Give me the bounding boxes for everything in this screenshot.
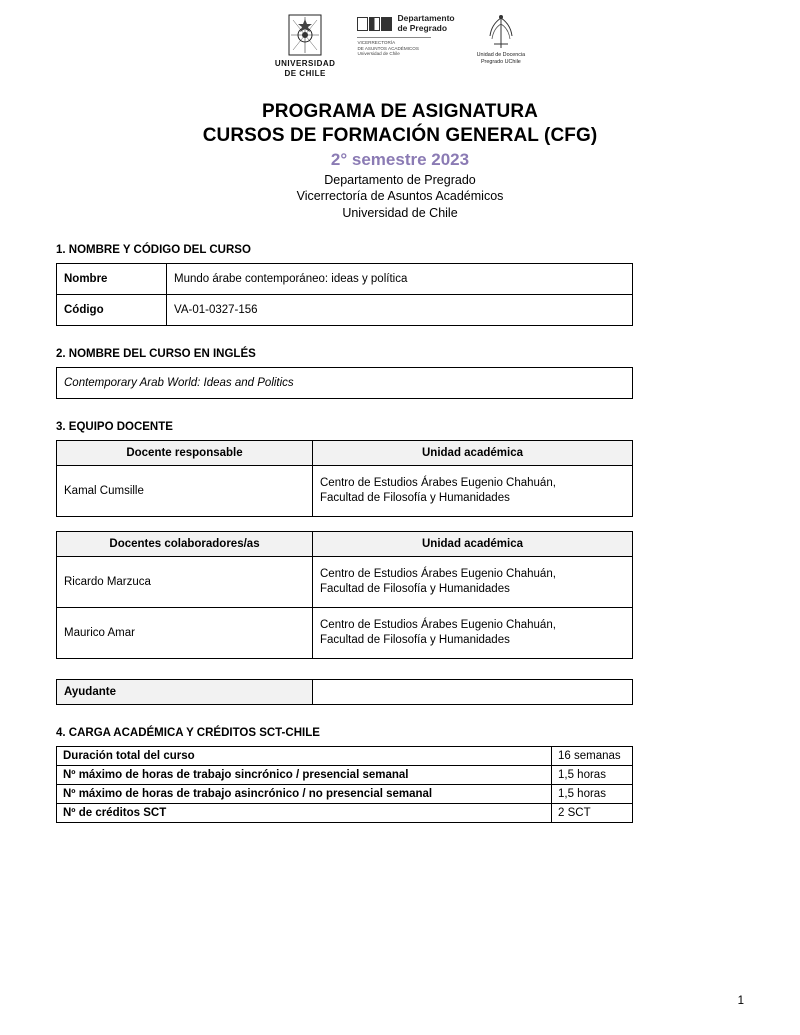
org-line-1: Departamento de Pregrado xyxy=(324,172,476,187)
table-row xyxy=(57,804,633,823)
horas-asincronico-value: 1,5 horas xyxy=(552,785,633,804)
docente-responsable-name: Kamal Cumsille xyxy=(57,466,313,517)
colaborador-unit xyxy=(313,557,633,608)
organization-block xyxy=(56,172,744,223)
uchile-crest-icon xyxy=(288,14,322,56)
duracion-label: Duración total del curso xyxy=(57,747,552,766)
section-1-heading: 1. NOMBRE Y CÓDIGO DEL CURSO xyxy=(56,244,251,257)
docente-responsable-table xyxy=(56,440,633,517)
duracion-value: 16 semanas xyxy=(552,747,633,766)
universidad-de-chile-logo xyxy=(275,14,336,79)
unidad-docencia-icon xyxy=(486,14,516,50)
pregrado-squares-icon xyxy=(357,17,393,31)
course-code-value: VA-01-0327-156 xyxy=(167,295,633,326)
org-line-3: Universidad de Chile xyxy=(342,206,458,221)
ayudante-table xyxy=(56,679,633,705)
horas-asincronico-label: Nº máximo de horas de trabajo asincrónico / no presencial semanal xyxy=(57,785,552,804)
horas-sincronico-label: Nº máximo de horas de trabajo sincrónico / presencial semanal xyxy=(57,766,552,785)
unit-line-1: Centro de Estudios Árabes Eugenio Chahuán, xyxy=(320,477,556,490)
course-code-label: Código xyxy=(57,295,167,326)
colaborador-name: Maurico Amar xyxy=(57,608,313,659)
pregrado-logo-title: Departamento de Pregrado xyxy=(397,13,455,33)
table-row xyxy=(57,557,633,608)
section-3-heading: 3. EQUIPO DOCENTE xyxy=(56,421,173,434)
docente-responsable-unit xyxy=(313,466,633,517)
course-english-name-table xyxy=(56,367,633,399)
ayudante-label: Ayudante xyxy=(57,680,313,705)
horas-sincronico-value: 1,5 horas xyxy=(552,766,633,785)
creditos-sct-value: 2 SCT xyxy=(552,804,633,823)
ayudante-value xyxy=(313,680,633,705)
departamento-de-pregrado-logo xyxy=(357,14,454,57)
section-4-heading: 4. CARGA ACADÉMICA Y CRÉDITOS SCT-CHILE xyxy=(56,727,320,740)
course-name-value: Mundo árabe contemporáneo: ideas y política xyxy=(167,264,633,295)
unit-line-2: Facultad de Filosofía y Humanidades xyxy=(320,492,510,505)
unit-line-1: Centro de Estudios Árabes Eugenio Chahuán, xyxy=(320,568,556,581)
unidad-docencia-logo-text: Unidad de Docencia Pregrado UChile xyxy=(476,52,526,66)
docente-responsable-column-header: Docente responsable xyxy=(57,441,313,466)
course-name-code-table xyxy=(56,263,633,326)
carga-academica-table xyxy=(56,746,633,823)
section-2-heading: 2. NOMBRE DEL CURSO EN INGLÉS xyxy=(56,348,256,361)
pregrado-logo-subtitle: VICERRECTORÍA DE ASUNTOS ACADÉMICOS Universidad de Chile xyxy=(357,37,431,58)
table-header-row xyxy=(57,441,633,466)
page-number: 1 xyxy=(737,995,744,1007)
table-spacer xyxy=(56,517,744,531)
unit-line-1: Centro de Estudios Árabes Eugenio Chahuán, xyxy=(320,619,556,632)
course-english-name-value: Contemporary Arab World: Ideas and Politics xyxy=(57,368,633,399)
course-name-label: Nombre xyxy=(57,264,167,295)
unidad-de-docencia-logo xyxy=(477,14,526,66)
table-row xyxy=(57,264,633,295)
creditos-sct-label: Nº de créditos SCT xyxy=(57,804,552,823)
header-logos xyxy=(56,14,744,86)
unidad-academica-column-header: Unidad académica xyxy=(313,532,633,557)
colaborador-unit xyxy=(313,608,633,659)
unit-line-2: Facultad de Filosofía y Humanidades xyxy=(320,583,510,596)
semester-label: 2° semestre 2023 xyxy=(330,149,470,169)
table-row xyxy=(57,680,633,705)
table-row xyxy=(57,785,633,804)
page-title-line1: PROGRAMA DE ASIGNATURA xyxy=(262,101,538,122)
docentes-colaboradores-column-header: Docentes colaboradores/as xyxy=(57,532,313,557)
table-row xyxy=(57,295,633,326)
org-line-2: Vicerrectoría de Asuntos Académicos xyxy=(296,189,504,204)
table-row xyxy=(57,466,633,517)
table-header-row xyxy=(57,532,633,557)
table-row xyxy=(57,368,633,399)
colaborador-name: Ricardo Marzuca xyxy=(57,557,313,608)
docentes-colaboradores-table xyxy=(56,531,633,659)
unidad-academica-column-header: Unidad académica xyxy=(313,441,633,466)
page-title-line2: CURSOS DE FORMACIÓN GENERAL (CFG) xyxy=(202,124,598,146)
table-spacer xyxy=(56,659,744,679)
page-title xyxy=(56,100,744,148)
table-row xyxy=(57,766,633,785)
uchile-logo-text: UNIVERSIDAD DE CHILE xyxy=(274,59,336,78)
table-row xyxy=(57,608,633,659)
table-row xyxy=(57,747,633,766)
unit-line-2: Facultad de Filosofía y Humanidades xyxy=(320,634,510,647)
